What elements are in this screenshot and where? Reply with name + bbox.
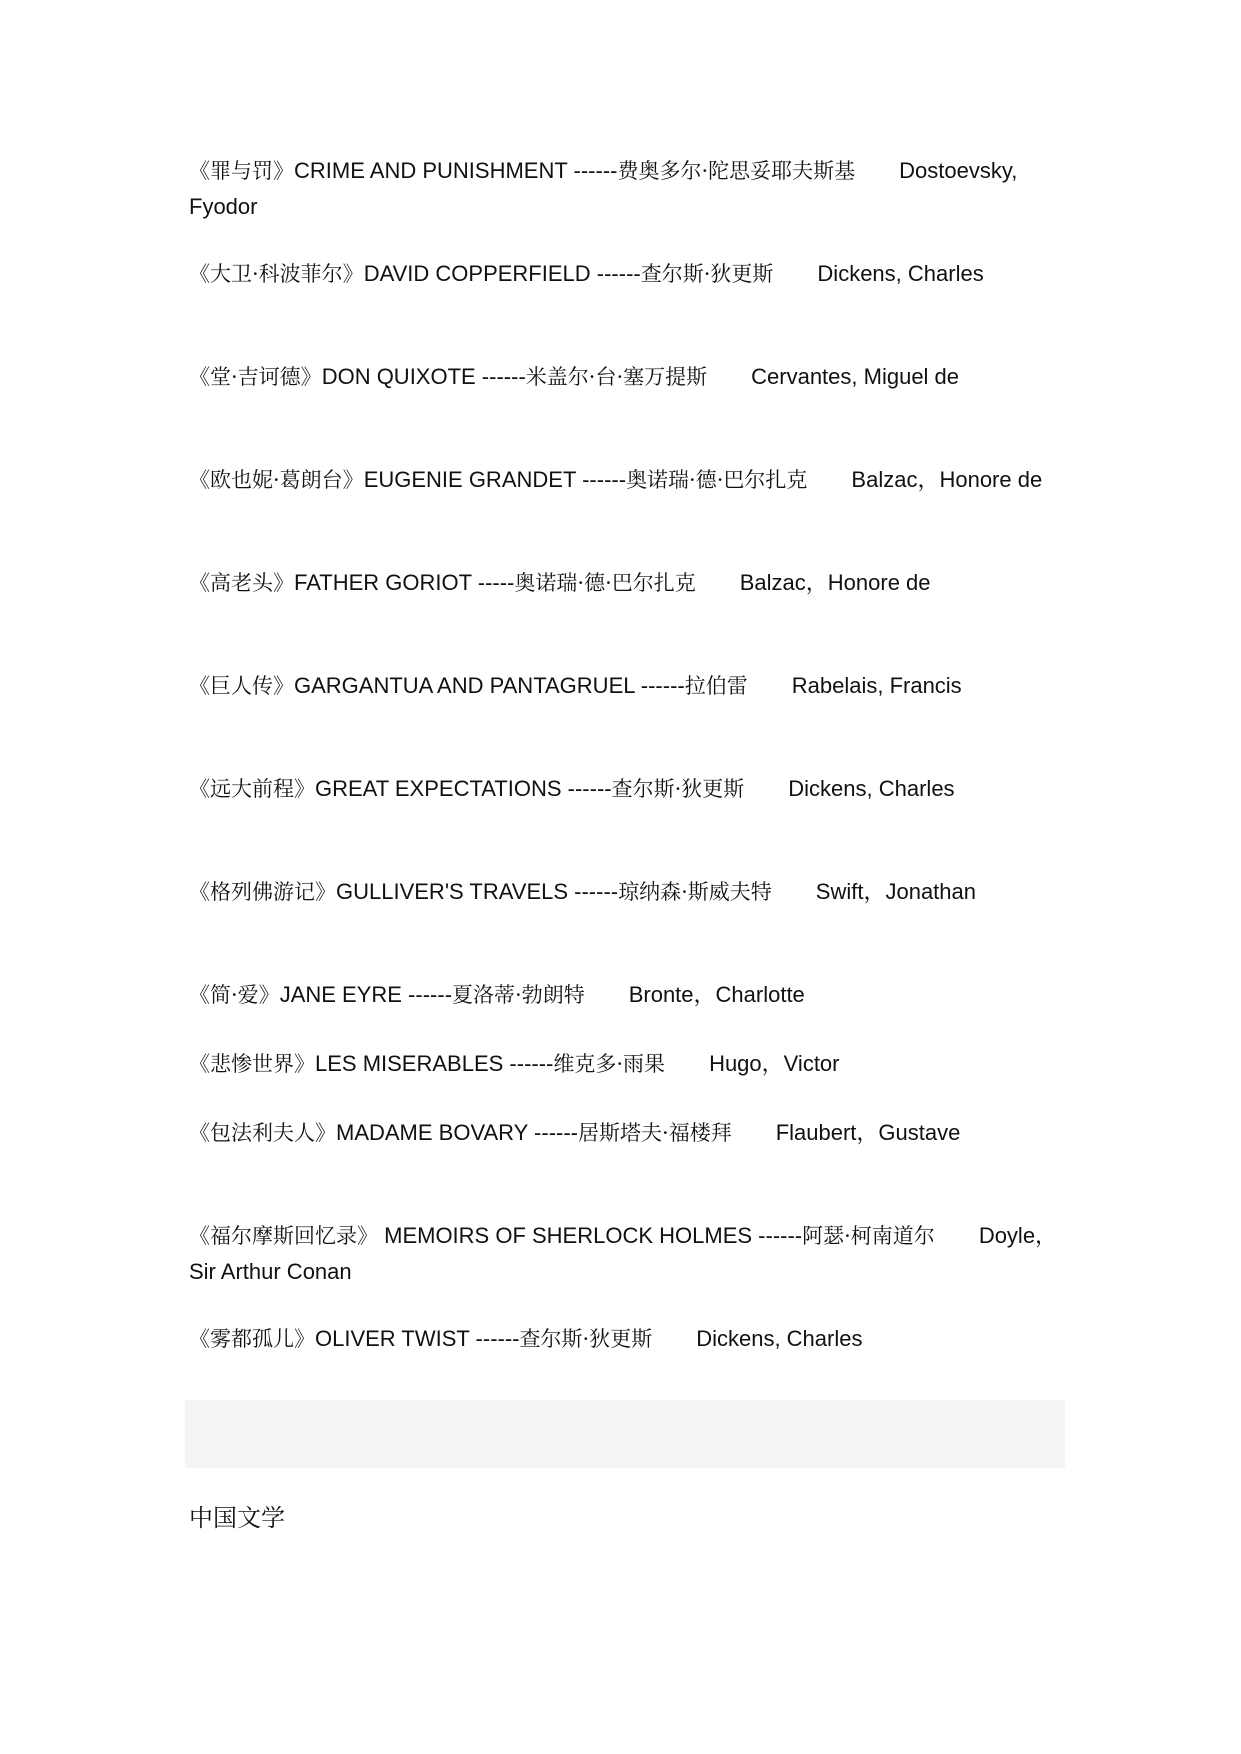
chinese-author: 查尔斯·狄更斯 bbox=[611, 777, 745, 801]
english-title: EUGENIE GRANDET ------ bbox=[363, 467, 627, 492]
chinese-author: 夏洛蒂·勃朗特 bbox=[452, 983, 585, 1007]
book-entry bbox=[189, 256, 1069, 292]
chinese-title: 《罪与罚》 bbox=[189, 159, 294, 183]
chinese-author: 琼纳森·斯威夫特 bbox=[618, 880, 772, 904]
english-author: Dickens, Charles bbox=[696, 1326, 863, 1351]
english-title: GULLIVER'S TRAVELS ------ bbox=[336, 879, 619, 904]
english-author: Cervantes, Miguel de bbox=[751, 364, 960, 389]
book-entry bbox=[189, 874, 1069, 910]
english-title: GARGANTUA AND PANTAGRUEL ------ bbox=[294, 673, 685, 698]
book-entry bbox=[189, 1321, 1069, 1357]
chinese-title: 《堂·吉诃德》 bbox=[189, 365, 322, 389]
chinese-title: 《简·爱》 bbox=[189, 983, 280, 1007]
section-heading: 中国文学 bbox=[189, 1504, 285, 1532]
book-entry bbox=[189, 462, 1069, 498]
english-author: Swift，Jonathan bbox=[815, 879, 976, 904]
english-author: Dostoevsky, Fyodor bbox=[189, 158, 1018, 219]
chinese-title: 《大卫·科波菲尔》 bbox=[189, 262, 364, 286]
book-entry bbox=[189, 1218, 1069, 1290]
book-entry bbox=[189, 153, 1069, 225]
english-author: Hugo，Victor bbox=[709, 1051, 840, 1076]
book-entry bbox=[189, 1046, 1069, 1082]
chinese-author: 拉伯雷 bbox=[684, 674, 748, 698]
english-title: DAVID COPPERFIELD ------ bbox=[363, 261, 641, 286]
english-title: OLIVER TWIST ------ bbox=[315, 1326, 520, 1351]
chinese-author: 维克多·雨果 bbox=[553, 1052, 666, 1076]
book-entry bbox=[189, 1115, 1069, 1151]
english-author: Balzac，Honore de bbox=[739, 570, 931, 595]
separator-band bbox=[185, 1400, 1065, 1468]
english-author: Bronte，Charlotte bbox=[628, 982, 805, 1007]
english-author: Balzac，Honore de bbox=[851, 467, 1043, 492]
chinese-author: 奥诺瑞·德·巴尔扎克 bbox=[626, 468, 808, 492]
chinese-title: 《包法利夫人》 bbox=[189, 1121, 336, 1145]
chinese-author: 米盖尔·台·塞万提斯 bbox=[525, 365, 708, 389]
chinese-title: 《欧也妮·葛朗台》 bbox=[189, 468, 364, 492]
chinese-author: 阿瑟·柯南道尔 bbox=[802, 1224, 935, 1248]
chinese-title: 《福尔摩斯回忆录》 bbox=[189, 1224, 378, 1248]
english-title: GREAT EXPECTATIONS ------ bbox=[315, 776, 612, 801]
chinese-author: 费奥多尔·陀思妥耶夫斯基 bbox=[617, 159, 856, 183]
chinese-title: 《巨人传》 bbox=[189, 674, 294, 698]
english-title: FATHER GORIOT ----- bbox=[294, 570, 515, 595]
book-entry bbox=[189, 359, 1069, 395]
chinese-author: 查尔斯·狄更斯 bbox=[519, 1327, 653, 1351]
english-title: MEMOIRS OF SHERLOCK HOLMES ------ bbox=[378, 1223, 803, 1248]
book-entry bbox=[189, 771, 1069, 807]
english-title: CRIME AND PUNISHMENT ------ bbox=[294, 158, 618, 183]
english-author: Dickens, Charles bbox=[788, 776, 955, 801]
chinese-title: 《悲惨世界》 bbox=[189, 1052, 315, 1076]
english-author: Dickens, Charles bbox=[817, 261, 984, 286]
english-title: DON QUIXOTE ------ bbox=[321, 364, 526, 389]
chinese-author: 居斯塔夫·福楼拜 bbox=[578, 1121, 732, 1145]
english-author: Flaubert，Gustave bbox=[775, 1120, 961, 1145]
english-title: MADAME BOVARY ------ bbox=[336, 1120, 579, 1145]
chinese-author: 奥诺瑞·德·巴尔扎克 bbox=[514, 571, 696, 595]
chinese-title: 《远大前程》 bbox=[189, 777, 315, 801]
chinese-title: 《高老头》 bbox=[189, 571, 294, 595]
book-entry bbox=[189, 977, 1069, 1013]
chinese-title: 《雾都孤儿》 bbox=[189, 1327, 315, 1351]
book-entry bbox=[189, 668, 1069, 704]
book-entry bbox=[189, 565, 1069, 601]
chinese-title: 《格列佛游记》 bbox=[189, 880, 336, 904]
english-title: LES MISERABLES ------ bbox=[315, 1051, 554, 1076]
english-author: Rabelais, Francis bbox=[791, 673, 962, 698]
english-author: Doyle，Sir Arthur Conan bbox=[189, 1223, 1058, 1284]
chinese-author: 查尔斯·狄更斯 bbox=[640, 262, 774, 286]
english-title: JANE EYRE ------ bbox=[279, 982, 453, 1007]
